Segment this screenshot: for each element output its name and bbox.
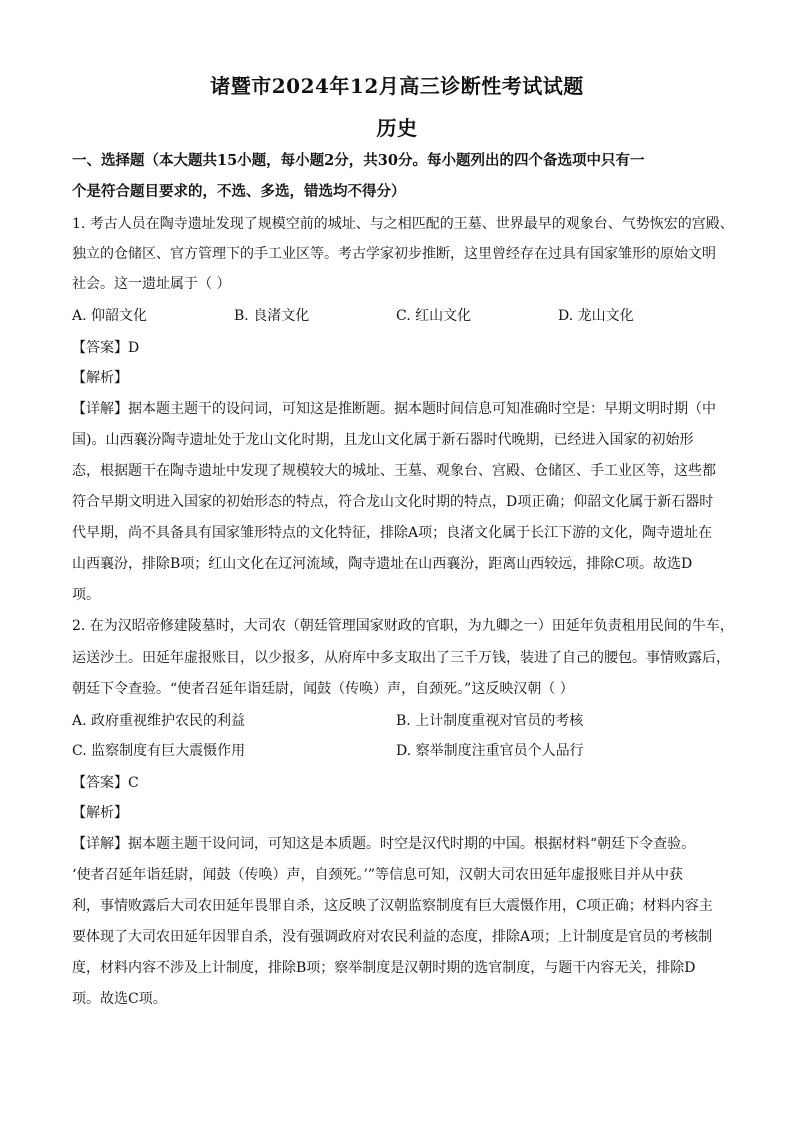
- subject-title: 历史: [376, 116, 418, 140]
- q2-stem-line: 2. 在为汉昭帝修建陵墓时，大司农（朝廷管理国家财政的官职，为九卿之一）田延年负责租用民间的牛车，: [72, 618, 734, 634]
- q1-detail-line: 【详解】据本题主题干的设问词，可知这是推断题。据本题时间信息可知准确时空是：早期文明时期（中: [72, 401, 716, 417]
- q1-detail-line: 代早期，尚不具备具有国家雏形特点的文化特征，排除A项；良渚文化属于长江下游的文化，陶寺遗址在: [72, 525, 713, 541]
- q2-stem-line: 运送沙土。田延年虚报账目，以少报多，从府库中多支取出了三千万钱，装进了自己的腰包。事情败露后，: [72, 650, 730, 666]
- q1-detail-line: 国)。山西襄汾陶寺遗址处于龙山文化时期，且龙山文化属于新石器时代晚期，已经进入国家的初始形: [72, 432, 694, 448]
- exam-title: 诸暨市2024年12月高三诊断性考试试题: [210, 74, 584, 98]
- q1-stem-line: 社会。这一遗址属于（ ）: [72, 276, 231, 292]
- q1-option-a: A. 仰韶文化: [72, 308, 148, 324]
- q2-option-a: A. 政府重视维护农民的利益: [72, 713, 246, 729]
- section-heading-line-2: 个是符合题目要求的，不选、多选，错选均不得分）: [72, 183, 406, 200]
- q1-option-d: D. 龙山文化: [558, 308, 634, 324]
- q1-detail-line: 符合早期文明进入国家的初始形态的特点，符合龙山文化时期的特点，D项正确；仰韶文化属于新石器时: [72, 494, 714, 510]
- q1-option-c: C. 红山文化: [396, 308, 472, 324]
- q2-detail-line: 要体现了大司农田延年因罪自杀，没有强调政府对农民利益的态度，排除A项；上计制度是官员的考核制: [72, 929, 713, 945]
- q1-stem-line: 独立的仓储区、官方管理下的手工业区等。考古学家初步推断，这里曾经存在过具有国家雏形的原始文明: [72, 246, 716, 262]
- q1-answer: 【答案】D: [72, 340, 140, 356]
- q2-answer: 【答案】C: [72, 775, 139, 791]
- q2-detail-line: 度，材料内容不涉及上计制度，排除B项；察举制度是汉朝时期的选官制度，与题干内容无关，排除D: [72, 960, 696, 976]
- q2-option-d: D. 察举制度注重官员个人品行: [396, 743, 584, 759]
- q1-stem-line: 1. 考古人员在陶寺遗址发现了规模空前的城址、与之相匹配的王墓、世界最早的观象台、气势恢宏的宫殿、: [72, 216, 734, 232]
- q2-option-b: B. 上计制度重视对官员的考核: [396, 713, 584, 729]
- q2-stem-line: 朝廷下令查验。“使者召延年诣廷尉，闻鼓（传唤）声，自颈死。”这反映汉朝（ ）: [72, 681, 574, 697]
- q2-analysis-label: 【解析】: [72, 805, 128, 821]
- q1-detail-line: 项。: [72, 587, 100, 603]
- section-heading-line-1: 一、选择题（本大题共15小题，每小题2分，共30分。每小题列出的四个备选项中只有一: [72, 152, 645, 169]
- q2-option-c: C. 监察制度有巨大震慑作用: [72, 743, 246, 759]
- q2-detail-line: 项。故选C项。: [72, 991, 167, 1007]
- q1-option-b: B. 良渚文化: [234, 308, 310, 324]
- q1-analysis-label: 【解析】: [72, 370, 128, 386]
- q1-detail-line: 态，根据题干在陶寺遗址中发现了规模较大的城址、王墓、观象台、宫殿、仓储区、手工业区等，这些都: [72, 463, 716, 479]
- q2-detail-line: 【详解】据本题主题干设问词，可知这是本质题。时空是汉代时期的中国。根据材料“朝廷下令查验。: [72, 836, 696, 852]
- q2-detail-line: 利，事情败露后大司农田延年畏罪自杀，这反映了汉朝监察制度有巨大震慑作用，C项正确；材料内容主: [72, 898, 713, 914]
- q2-detail-line: ‘使者召延年诣廷尉，闻鼓（传唤）声，自颈死。’”等信息可知，汉朝大司农田延年虚报账目并从中获: [72, 867, 684, 883]
- q1-detail-line: 山西襄汾，排除B项；红山文化在辽河流域，陶寺遗址在山西襄汾，距离山西较远，排除C项。故选D: [72, 556, 693, 572]
